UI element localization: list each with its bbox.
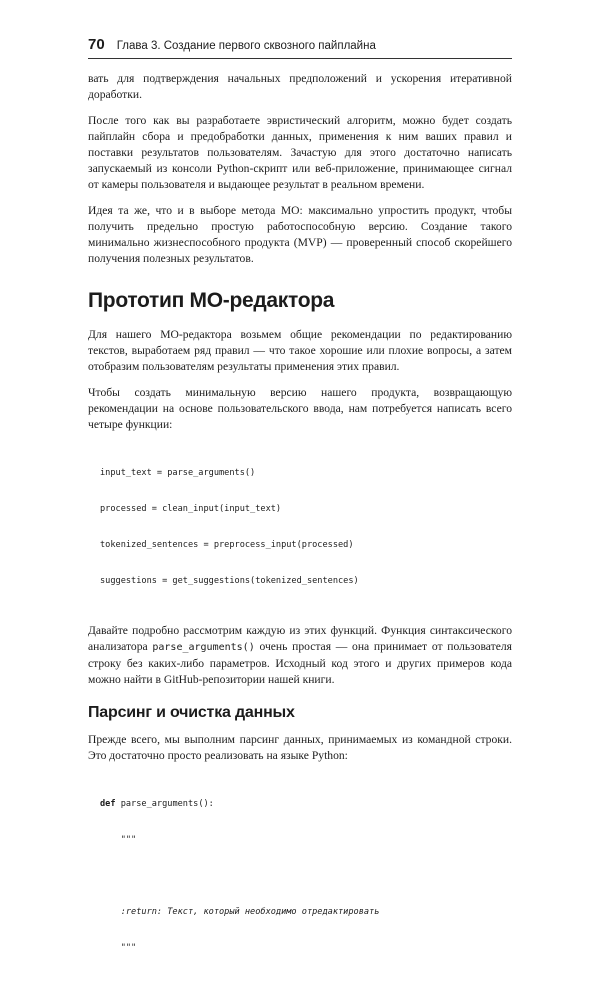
subsection-heading: Парсинг и очистка данных [88,704,295,721]
code-block-pipeline [100,443,512,611]
paragraph-5: Чтобы создать минимальную версию нашего продукта, возвращающую рекомендации на основе пользовательского ввода, нам потребуется написать всего четыре функции: [88,386,512,431]
section-heading: Прототип МО-редактора [88,289,335,312]
paragraph-6 [88,623,512,688]
page-number: 70 [88,36,105,53]
paragraph-6-text-before: Давайте подробно рассмотрим каждую из этих функций. Функция синтаксического анализатора [88,624,512,653]
code-line: suggestions = get_suggestions(tokenized_sentences) [100,576,359,586]
code-line-doc-close: """ [100,943,137,953]
paragraph-4: Для нашего МО-редактора возьмем общие рекомендации по редактированию текстов, выработаем ряд правил — что такое хорошие или плохие вопросы, а затем отобразим пользователям результаты применения этих правил. [88,328,512,373]
paragraph-1: вать для подтверждения начальных предположений и ускорения итеративной доработки. [88,72,512,101]
code-signature: parse_arguments(): [115,799,214,809]
code-line: processed = clean_input(input_text) [100,504,282,514]
code-line-blank [100,870,512,882]
code-line-doc-open: """ [100,835,137,845]
code-line-docstring-comment: :return: Текст, который необходимо отредактировать [100,907,380,917]
running-header [88,36,512,59]
paragraph-3: Идея та же, что и в выборе метода МО: максимально упростить продукт, чтобы получить предельно простую работоспособную версию. Создание такого минимально жизнеспособного продукта (MVP) — проверенный способ скорейшего получения полезных результатов. [88,204,512,265]
code-keyword-def: def [100,799,116,809]
paragraph-6-text-after: очень простая — она принимает от пользователя строку без каких-либо параметров. Исходный код этого и других примеров кода можно найти в GitHub-репозитории нашей книги. [88,640,512,686]
chapter-title: Глава 3. Создание первого сквозного пайплайна [116,40,376,52]
code-block-parse-arguments [100,774,512,978]
book-page [88,36,512,990]
page-content [88,71,512,978]
inline-code-parse-arguments: parse_arguments() [152,642,255,653]
code-line-def [100,798,512,810]
paragraph-7: Прежде всего, мы выполним парсинг данных, принимаемых из командной строки. Это достаточно просто реализовать на языке Python: [88,733,512,762]
code-line: tokenized_sentences = preprocess_input(processed) [100,540,354,550]
code-line: input_text = parse_arguments() [100,468,256,478]
paragraph-2: После того как вы разработаете эвристический алгоритм, можно будет создать пайплайн сбора и предобработки данных, применения к ним ваших правил и поставки результатов пользователям. Зачастую для этого достаточно написать запускаемый из консоли Python-скрипт или веб-приложение, принимающее сигнал от камеры пользователя и выдающее результат в реальном времени. [88,114,512,191]
